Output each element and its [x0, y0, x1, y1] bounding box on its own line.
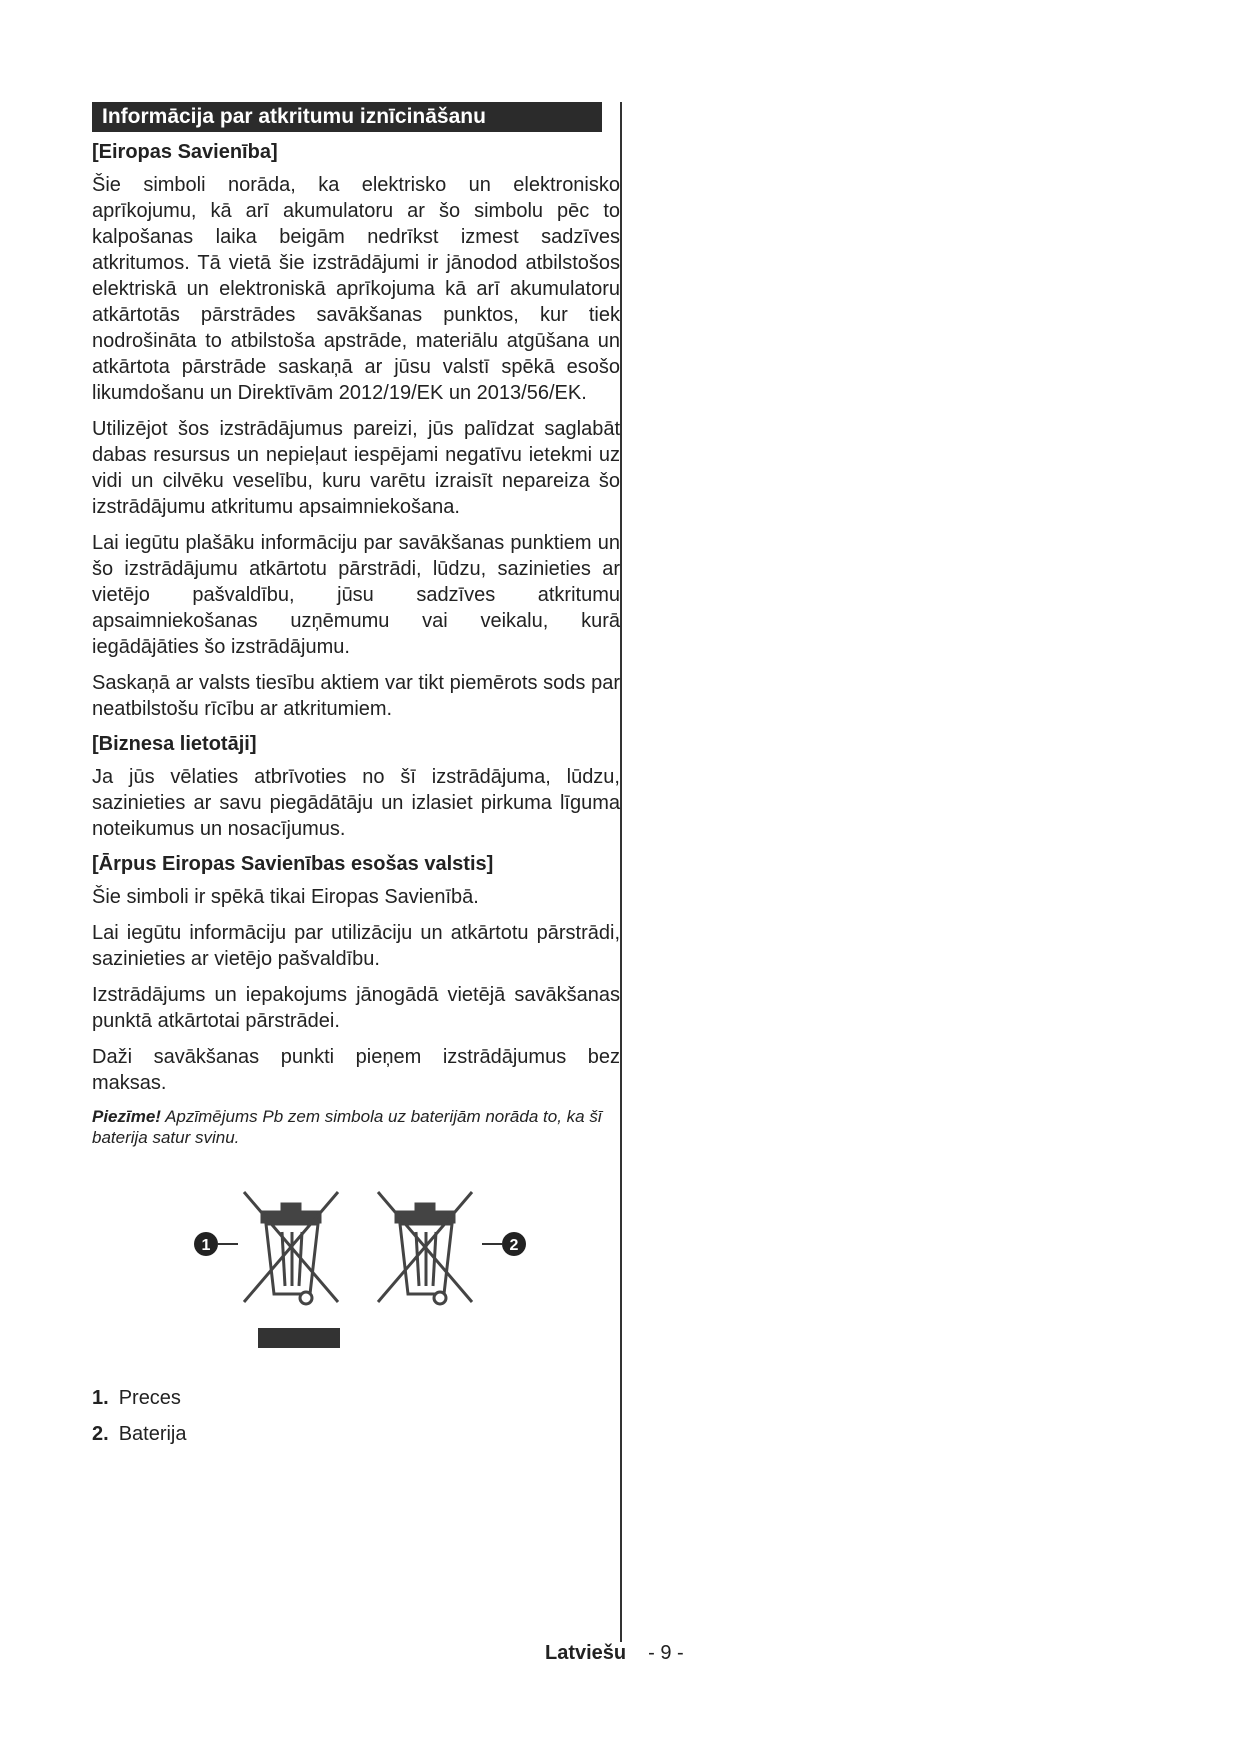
footer-language: Latviešu — [545, 1642, 627, 1664]
eu-paragraph-2: Utilizējot šos izstrādājumus pareizi, jūs palīdzat saglabāt dabas resursus un nepieļaut iespējami negatīvu ietekmi uz vidi un cilvēku veselību, kuru varētu izraisīt nepareiza šo izstrādājumu atkritumu apsaimniekošana. — [92, 418, 620, 518]
eu-paragraph-4: Saskaņā ar valsts tiesību aktiem var tikt piemērots sods par neatbilstošu rīcību ar atkritumiem. — [92, 672, 620, 720]
non-eu-paragraph-1: Šie simboli ir spēkā tikai Eiropas Savienībā. — [92, 886, 479, 908]
eu-paragraph-3: Lai iegūtu plašāku informāciju par savākšanas punktiem un šo izstrādājumu atkārtotu pārstrādi, lūdzu, sazinieties ar vietējo pašvaldību, jūsu sadzīves atkritumu apsaimniekošanas uzņēmumu vai veikalu, kurā iegādājāties šo izstrādājumu. — [92, 532, 620, 658]
non-eu-paragraph-4: Daži savākšanas punkti pieņem izstrādājumus bez maksas. — [92, 1046, 620, 1094]
content-column — [92, 102, 622, 1452]
note — [92, 1106, 612, 1148]
list-item-label: Baterija — [118, 1423, 187, 1445]
section-title: Informācija par atkritumu iznīcināšanu — [92, 102, 602, 132]
page-number: - 9 - — [648, 1642, 684, 1664]
list-item-number: 2. — [92, 1423, 109, 1445]
eu-paragraph-1: Šie simboli norāda, ka elektrisko un elektronisko aprīkojumu, kā arī akumulatoru ar šo simbolu pēc to kalpošanas laika beigām nedrīkst izmest sadzīves atkritumos. Tā vietā šie izstrādājumi ir jānodod atbilstošos elektriskā un elektroniskā aprīkojuma kā arī akumulatoru atkārtotās pārstrādes savākšanas punktos, kur tiek nodrošināta to atbilstoša apstrāde, materiālu atgūšana un atkārtota pārstrāde saskaņā ar jūsu valstī spēkā esošo likumdošanu un Direktīvām 2012/19/EK un 2013/56/EK. — [92, 174, 620, 404]
list-item — [92, 1416, 622, 1452]
non-eu-heading: [Ārpus Eiropas Savienības esošas valstis] — [92, 853, 494, 875]
marker-1-label: 1 — [201, 1237, 211, 1254]
list-item-label: Preces — [118, 1387, 181, 1409]
weee-symbols — [182, 1182, 542, 1352]
legend-list — [92, 1380, 622, 1452]
crossed-bin-icon-products — [244, 1192, 338, 1304]
page-footer — [545, 1642, 684, 1665]
business-heading: [Biznesa lietotāji] — [92, 733, 257, 755]
product-bar — [258, 1328, 340, 1348]
non-eu-paragraph-3: Izstrādājums un iepakojums jānogādā vietējā savākšanas punktā atkārtotai pārstrādei. — [92, 984, 620, 1032]
crossed-bin-icons — [182, 1182, 542, 1352]
eu-heading: [Eiropas Savienība] — [92, 141, 278, 163]
list-item — [92, 1380, 622, 1416]
list-item-number: 1. — [92, 1387, 109, 1409]
crossed-bin-icon-battery — [378, 1192, 472, 1304]
marker-2-label: 2 — [509, 1237, 519, 1254]
note-label: Piezīme! — [92, 1107, 161, 1126]
non-eu-paragraph-2: Lai iegūtu informāciju par utilizāciju un atkārtotu pārstrādi, sazinieties ar vietējo pašvaldību. — [92, 922, 620, 970]
note-text: Apzīmējums Pb zem simbola uz baterijām norāda to, ka šī baterija satur svinu. — [92, 1107, 602, 1147]
business-paragraph: Ja jūs vēlaties atbrīvoties no šī izstrādājuma, lūdzu, sazinieties ar savu piegādātāju un izlasiet pirkuma līguma noteikumus un nosacījumus. — [92, 766, 620, 840]
